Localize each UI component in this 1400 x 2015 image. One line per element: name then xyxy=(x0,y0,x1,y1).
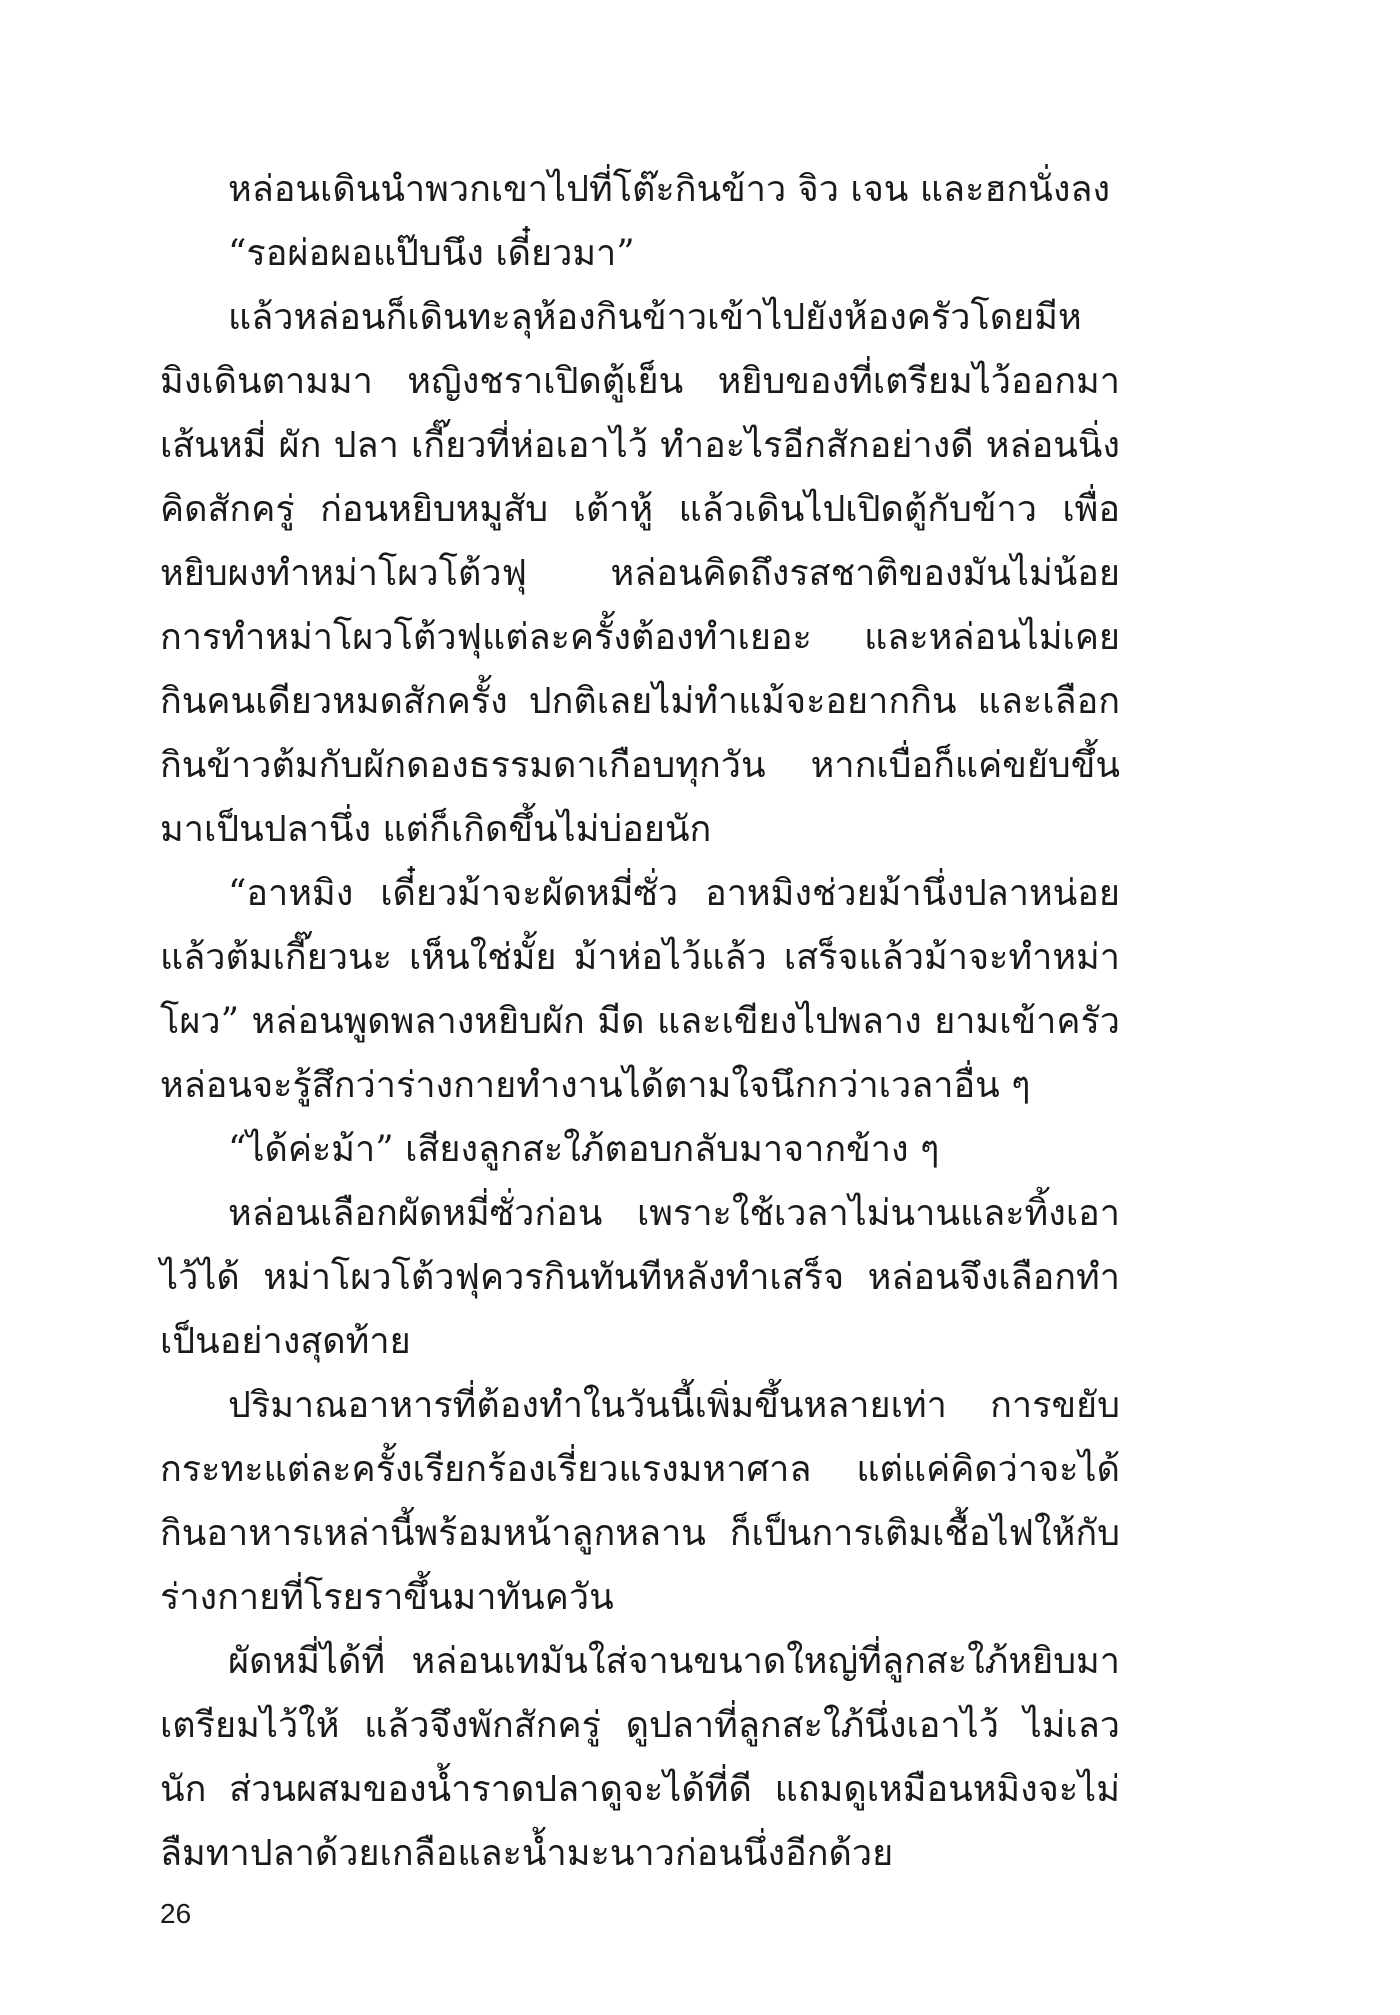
paragraph: “ได้ค่ะม้า” เสียงลูกสะใภ้ตอบกลับมาจากข้าง ๆ xyxy=(228,1129,940,1170)
body-text xyxy=(160,158,1120,1886)
paragraph: หล่อนเดินนำพวกเขาไปที่โต๊ะกินข้าว จิว เจน และฮกนั่งลง xyxy=(228,169,1111,210)
paragraph: หล่อนเลือกผัดหมี่ซั่วก่อน เพราะใช้เวลาไม่นานและทิ้งเอาไว้ได้ หม่าโผวโต้วฟุควรกินทันทีหลังทำเสร็จ หล่อนจึงเลือกทำเป็นอย่างสุดท้าย xyxy=(160,1193,1120,1362)
paragraph: “อาหมิง เดี๋ยวม้าจะผัดหมี่ซั่ว อาหมิงช่วยม้านึ่งปลาหน่อยแล้วต้มเกี๊ยวนะ เห็นใช่มั้ย ม้าห่อไว้แล้ว เสร็จแล้วม้าจะทำหม่าโผว” หล่อนพูดพลางหยิบผัก มีด และเขียงไปพลาง ยามเข้าครัว หล่อนจะรู้สึกว่าร่างกายทำงานได้ตามใจนึกกว่าเวลาอื่น ๆ xyxy=(160,873,1120,1106)
page-number: 26 xyxy=(160,1898,192,1929)
paragraph: ปริมาณอาหารที่ต้องทำในวันนี้เพิ่มขึ้นหลายเท่า การขยับกระทะแต่ละครั้งเรียกร้องเรี่ยวแรงมหาศาล แต่แค่คิดว่าจะได้กินอาหารเหล่านี้พร้อมหน้าลูกหลาน ก็เป็นการเติมเชื้อไฟให้กับร่างกายที่โรยราขึ้นมาทันควัน xyxy=(160,1385,1120,1618)
paragraph: “รอผ่อผอแป๊บนึง เดี๋ยวมา” xyxy=(228,233,635,274)
paragraph: ผัดหมี่ได้ที่ หล่อนเทมันใส่จานขนาดใหญ่ที่ลูกสะใภ้หยิบมาเตรียมไว้ให้ แล้วจึงพักสักครู่ ดูปลาที่ลูกสะใภ้นึ่งเอาไว้ ไม่เลวนัก ส่วนผสมของน้ำราดปลาดูจะได้ที่ดี แถมดูเหมือนหมิงจะไม่ลืมทาปลาด้วยเกลือและน้ำมะนาวก่อนนึ่งอีกด้วย xyxy=(160,1641,1120,1874)
paragraph: แล้วหล่อนก็เดินทะลุห้องกินข้าวเข้าไปยังห้องครัวโดยมีหมิงเดินตามมา หญิงชราเปิดตู้เย็น หยิบของที่เตรียมไว้ออกมา เส้นหมี่ ผัก ปลา เกี๊ยวที่ห่อเอาไว้ ทำอะไรอีกสักอย่างดี หล่อนนิ่งคิดสักครู่ ก่อนหยิบหมูสับ เต้าหู้ แล้วเดินไปเปิดตู้กับข้าว เพื่อหยิบผงทำหม่าโผวโต้วฟุ หล่อนคิดถึงรสชาติของมันไม่น้อย การทำหม่าโผวโต้วฟุแต่ละครั้งต้องทำเยอะ และหล่อนไม่เคยกินคนเดียวหมดสักครั้ง ปกติเลยไม่ทำแม้จะอยากกิน และเลือกกินข้าวต้มกับผักดองธรรมดาเกือบทุกวัน หากเบื่อก็แค่ขยับขึ้นมาเป็นปลานึ่ง แต่ก็เกิดขึ้นไม่บ่อยนัก xyxy=(160,297,1120,850)
